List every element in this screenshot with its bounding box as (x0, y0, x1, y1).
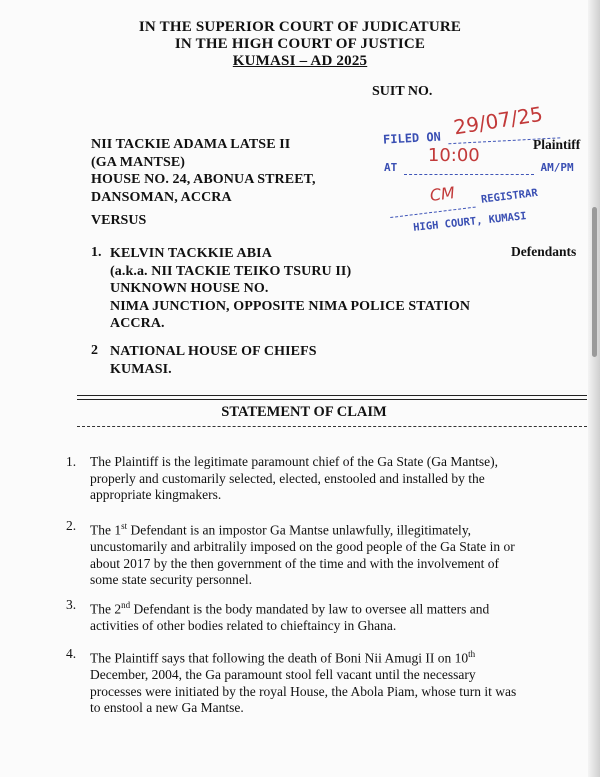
plaintiff-address: HOUSE NO. 24, ABONUA STREET, (91, 172, 316, 187)
defendant-1-city: ACCRA. (110, 316, 165, 331)
claim-paragraph-1 (66, 454, 570, 504)
paragraph-number: 3. (66, 597, 77, 612)
versus-label: VERSUS (91, 213, 147, 228)
plaintiff-city: DANSOMAN, ACCRA (91, 189, 232, 205)
paragraph-line: some state security personnel. (90, 572, 252, 588)
paragraph-line: about 2017 by the then government of the time and with the involvement of (90, 555, 500, 571)
defendant-2-city: KUMASI. (110, 361, 172, 377)
handwritten-initials: CM (428, 183, 456, 205)
court-title: IN THE SUPERIOR COURT OF JUDICATURE (138, 19, 462, 35)
defendant-2-block (110, 343, 317, 378)
paragraph-line: uncustomarily and arbitralily imposed on the good people of the Ga State in or (90, 539, 515, 555)
statement-title: STATEMENT OF CLAIM (221, 404, 387, 420)
defendant-2-name: NATIONAL HOUSE OF CHIEFS (110, 344, 317, 359)
claim-paragraph-3 (66, 597, 570, 635)
defendants-role: Defendants (511, 244, 577, 259)
defendant-1-block (110, 245, 470, 333)
paragraph-line: activities of other bodies related to chieftaincy in Ghana. (90, 618, 397, 634)
page-edge-shadow (588, 0, 600, 777)
handwritten-time: 10:00 (427, 145, 480, 166)
plaintiff-name: NII TACKIE ADAMA LATSE II (91, 137, 291, 152)
paragraph-number: 2. (66, 518, 77, 533)
defendant-1-house: UNKNOWN HOUSE NO. (110, 281, 269, 296)
court-subtitle: IN THE HIGH COURT OF JUSTICE (174, 36, 426, 52)
top-double-rule (77, 395, 587, 396)
plaintiff-title: (GA MANTSE) (91, 154, 186, 170)
paragraph-line: December, 2004, the Ga paramount stool fell vacant until the necessary (90, 667, 476, 683)
plaintiff-block (91, 136, 316, 206)
paragraph-line: properly and customarily selected, elected, enstooled and installed by the (90, 470, 485, 486)
top-double-rule-2 (77, 399, 587, 400)
paragraph-line: processes were initiated by the royal House, the Abola Piam, whose turn it was (90, 683, 517, 699)
claim-paragraph-4 (66, 646, 570, 717)
filed-on-stamp: FILED ON 29/07/25 (383, 123, 561, 147)
defendant-2-number: 2 (91, 343, 98, 358)
registrar-stamp: CM REGISTRAR (389, 187, 539, 218)
time-stamp: AT 10:00 AM/PM (384, 145, 574, 174)
defendant-1-name: KELVIN TACKKIE ABIA (110, 246, 272, 261)
plaintiff-role: Plaintiff (533, 137, 581, 152)
defendant-1-number: 1. (91, 245, 102, 260)
paragraph-line: The Plaintiff says that following the death of Boni Nii Amugi II on 10th (90, 649, 476, 666)
defendant-1-alias: (a.k.a. NII TACKIE TEIKO TSURU II) (110, 263, 352, 279)
court-stamp: HIGH COURT, KUMASI (412, 210, 528, 234)
handwritten-date: 29/07/25 (451, 101, 545, 140)
title-bottom-rule (77, 426, 587, 427)
suit-number: SUIT NO. (372, 84, 433, 99)
paragraph-line: The 1st Defendant is an impostor Ga Mantse unlawfully, illegitimately, (90, 521, 472, 538)
paragraph-line: to enstool a new Ga Mantse. (90, 700, 244, 716)
scrollbar-thumb[interactable] (592, 207, 597, 357)
paragraph-line: appropriate kingmakers. (90, 487, 222, 503)
paragraph-number: 1. (66, 454, 77, 469)
paragraph-number: 4. (66, 646, 77, 661)
claim-paragraph-2 (66, 518, 570, 589)
court-location: KUMASI – AD 2025 (232, 53, 368, 69)
defendant-1-street: NIMA JUNCTION, OPPOSITE NIMA POLICE STATION (110, 298, 471, 314)
paragraph-line: The 2nd Defendant is the body mandated by law to oversee all matters and (90, 600, 490, 617)
paragraph-line: The Plaintiff is the legitimate paramount chief of the Ga State (Ga Mantse), (90, 454, 498, 469)
